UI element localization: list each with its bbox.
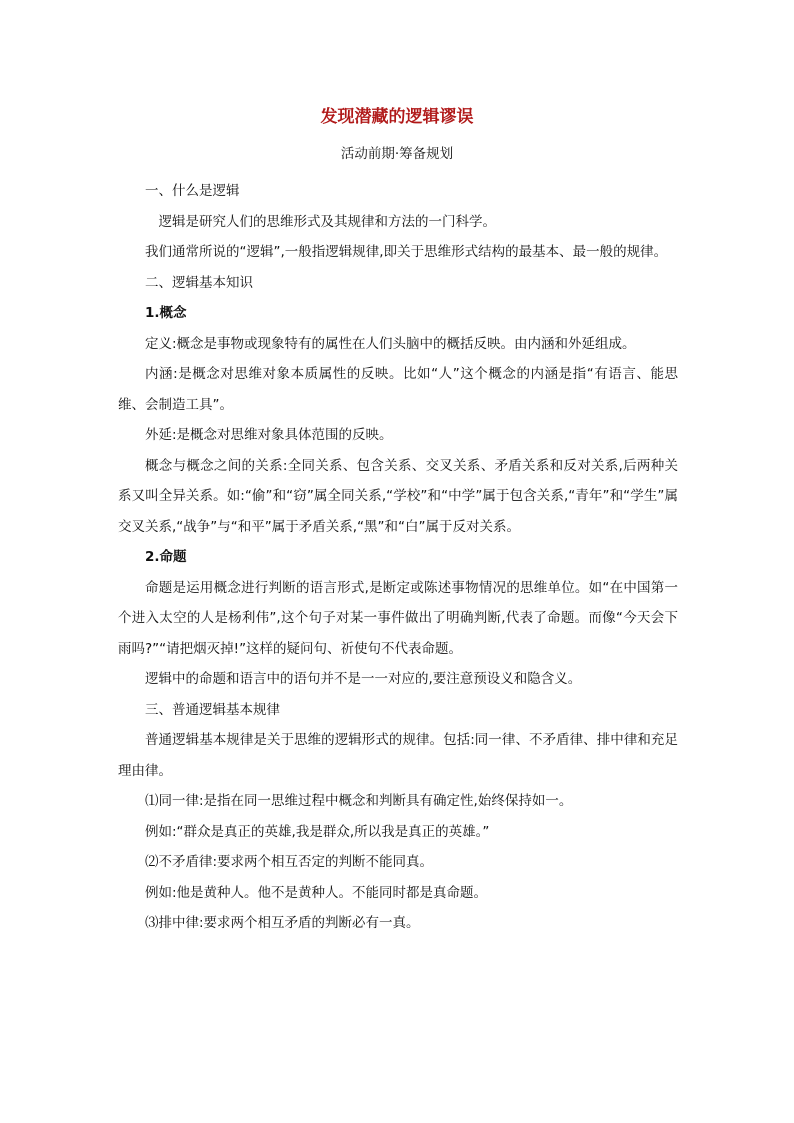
paragraph: ⑴同一律:是指在同一思维过程中概念和判断具有确定性,始终保持如一。 (145, 793, 573, 809)
paragraph: 外延:是概念对思维对象具体范围的反映。 (145, 427, 393, 443)
document-subtitle: 活动前期·筹备规划 (340, 146, 454, 162)
paragraph: 命题是运用概念进行判断的语言形式,是断定或陈述事物情况的思维单位。如“在中国第一个进入太空的人是杨利伟”,这个句子对某一事件做出了明确判断,代表了命题。而像“今天会下雨吗?”“请把烟灭掉!”这样的疑问句、祈使句不代表命题。 (118, 579, 678, 657)
paragraph: ⑶排中律:要求两个相互矛盾的判断必有一真。 (145, 915, 420, 931)
paragraph: 普通逻辑基本规律是关于思维的逻辑形式的规律。包括:同一律、不矛盾律、排中律和充足理由律。 (118, 732, 678, 779)
paragraph: 概念与概念之间的关系:全同关系、包含关系、交叉关系、矛盾关系和反对关系,后两种关系又叫全异关系。如:“偷”和“窃”属全同关系,“学校”和“中学”属于包含关系,“青年”和“学生”属交叉关系,“战争”与“和平”属于矛盾关系,“黑”和“白”属于反对关系。 (118, 457, 678, 535)
paragraph: 例如:“群众是真正的英雄,我是群众,所以我是真正的英雄。” (145, 823, 490, 840)
subsection-heading-proposition: 2.命题 (145, 549, 187, 565)
section-heading-3: 三、普通逻辑基本规律 (145, 701, 280, 718)
paragraph: 我们通常所说的“逻辑”,一般指逻辑规律,即关于思维形式结构的最基本、最一般的规律。 (145, 244, 668, 260)
section-heading-2: 二、逻辑基本知识 (145, 274, 253, 291)
paragraph: ⑵不矛盾律:要求两个相互否定的判断不能同真。 (145, 854, 434, 870)
document-body (118, 176, 678, 939)
section-heading-1: 一、什么是逻辑 (145, 183, 240, 199)
paragraph: 定义:概念是事物或现象特有的属性在人们头脑中的概括反映。由内涵和外延组成。 (145, 335, 636, 352)
paragraph: 逻辑是研究人们的思维形式及其规律和方法的一门科学。 (158, 213, 496, 230)
paragraph: 逻辑中的命题和语言中的语句并不是一一对应的,要注意预设义和隐含义。 (145, 671, 582, 687)
paragraph: 例如:他是黄种人。他不是黄种人。不能同时都是真命题。 (145, 884, 488, 901)
document-title: 发现潜藏的逻辑谬误 (320, 107, 474, 127)
subsection-heading-concept: 1.概念 (145, 305, 187, 321)
paragraph: 内涵:是概念对思维对象本质属性的反映。比如“人”这个概念的内涵是指“有语言、能思维、会制造工具”。 (118, 366, 678, 413)
